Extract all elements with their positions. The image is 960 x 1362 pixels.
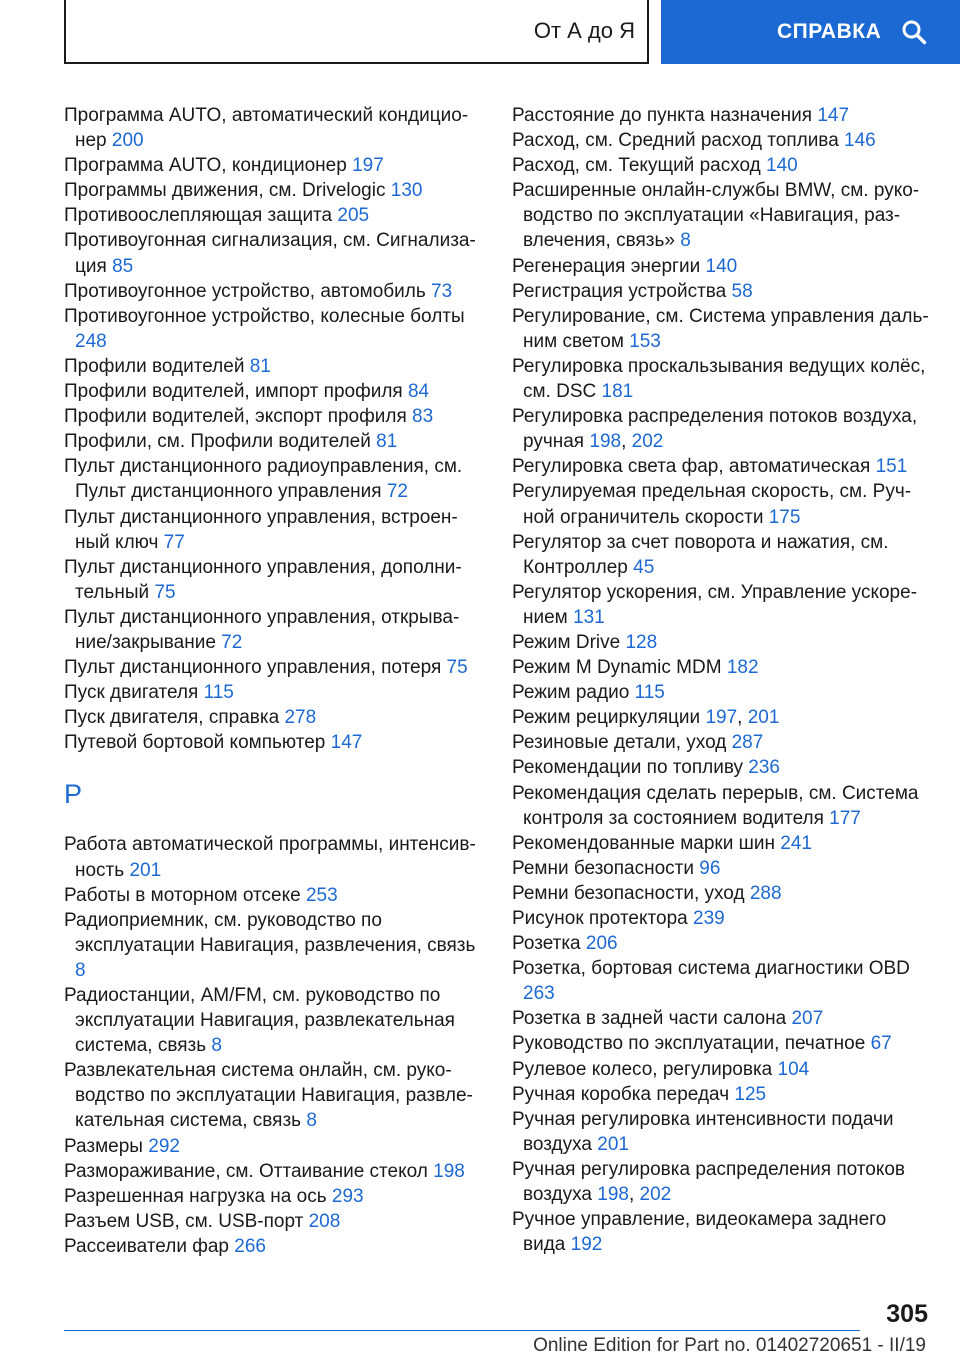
footer-divider [64,1330,860,1331]
index-term: Пуск двигателя, справка [64,707,280,729]
index-entry [512,755,932,780]
index-entry [64,908,484,983]
index-term: Режим радио [512,682,630,704]
page-link[interactable]: 266 [234,1235,266,1257]
page-link[interactable]: 181 [601,381,634,403]
page-link[interactable]: 205 [337,205,370,227]
page-link[interactable]: 182 [726,657,759,679]
page-number: 305 [886,1300,928,1328]
index-entry [64,1134,484,1159]
index-entry [512,856,932,881]
index-term: Ручная регулировка интенсивности подачи воздуха [512,1108,894,1155]
index-entry [64,983,484,1058]
index-column-right [512,103,932,1257]
index-term: Расстояние до пункта назначения [512,105,813,126]
tab-help[interactable] [661,0,960,64]
page-link[interactable]: 8 [75,959,86,981]
index-entry [64,1058,484,1133]
index-entry [512,1107,932,1157]
page-link[interactable]: 239 [693,908,725,929]
tab-a-to-z[interactable] [64,0,649,64]
index-entry [64,228,484,278]
page-link[interactable]: 115 [634,682,665,704]
index-term: Размеры [64,1135,143,1157]
page-link[interactable]: 207 [791,1008,824,1030]
index-term: Режим рециркуляции [512,707,701,729]
index-entry [64,1209,484,1234]
index-entry: Регулировка распределения потоков воздуха, ручная 198, 202 [512,406,918,453]
page-link[interactable]: 96 [699,857,721,879]
index-entry [512,128,932,153]
footer-edition: Online Edition for Part no. 01402720651 - II/19 [533,1335,926,1356]
index-term: Ручная регулировка распределения потоков воздуха [512,1158,906,1206]
page-link[interactable]: 206 [585,933,618,955]
index-term: Рекомендованные марки шин [512,832,775,854]
page-link[interactable]: 278 [284,707,317,729]
section-letter: Р [64,779,83,810]
search-icon[interactable] [901,19,927,45]
index-entry [64,203,484,228]
index-entry [512,279,932,304]
index-term: Ручная коробка передач [512,1083,730,1105]
index-entry [64,832,484,882]
index-term: Противоугонное устройство, автомобиль [64,280,426,302]
page-link[interactable]: 72 [221,631,243,653]
index-term: Программы движения, см. Drivelogic [64,180,386,202]
index-term: Пульт дистанционного управления, дополнительный [64,556,462,603]
index-term: Пульт дистанционного управления, встроенный ключ [64,506,458,553]
index-entry [64,304,484,354]
page-link[interactable]: 175 [768,506,801,528]
page-link[interactable]: 125 [734,1083,767,1105]
index-entry [512,1057,932,1082]
index-term: Противоугонная сигнализация, см. Сигнализация [64,230,476,277]
index-term: Пульт дистанционного управления, потеря [64,657,442,679]
index-term: Расход, см. Средний расход топлива [512,130,839,152]
index-entry [512,479,932,529]
page-link[interactable]: 208 [308,1210,341,1232]
index-term: Регулятор ускорения, см. Управление ускорением [512,581,918,628]
index-entry [512,1082,932,1107]
index-term: Радиостанции, AM/FM, см. руководство по эксплуатации Навигация, развлекательная система, связь [64,985,455,1057]
index-term: Режим Drive [512,631,621,653]
index-term: Ремни безопасности [512,857,694,879]
page-link[interactable]: 130 [390,180,423,202]
index-term: Рулевое колесо, регулировка [512,1058,773,1080]
index-term: Развлекательная система онлайн, см. руководство по эксплуатации Навигация, развлекательная система, связь [64,1060,473,1132]
index-entry [512,153,932,178]
tab-help-label: СПРАВКА [777,20,882,43]
page-link[interactable]: 198 [597,1184,629,1206]
page-link[interactable]: 201 [747,707,780,729]
index-term: Противоугонное устройство, колесные болты [64,305,465,327]
index-term: Регулирование, см. Система управления дальним светом [512,305,929,352]
index-term: Рисунок протектора [512,908,688,929]
page-link[interactable]: 8 [211,1035,222,1057]
index-entry [512,730,932,755]
index-term: Разъем USB, см. USB-порт [64,1210,304,1232]
index-entry [512,906,932,931]
index-entry: Режим рециркуляции 197, 201 [512,707,780,729]
page-link[interactable]: 81 [376,431,398,453]
index-entry [64,505,484,555]
index-term: Режим M Dynamic MDM [512,657,722,679]
index-entry [64,153,484,178]
page-link[interactable]: 140 [705,255,738,277]
index-entry: Ручная регулировка распределения потоков воздуха 198, 202 [512,1158,906,1206]
index-entry [64,680,484,705]
tab-a-to-z-label: От А до Я [533,18,635,43]
page-link[interactable]: 84 [407,381,430,403]
index-entry [64,379,484,404]
index-entry [512,178,932,253]
index-entry [512,931,932,956]
page-link[interactable]: 73 [431,280,453,302]
index-entry [512,103,932,128]
index-entry [64,103,484,153]
page-link[interactable]: 128 [625,631,658,653]
page-link[interactable]: 140 [766,155,798,177]
index-entry [64,404,484,429]
page-link[interactable]: 200 [111,130,144,152]
index-term: Радиоприемник, см. руководство по эксплуатации Навигация, развлечения, связь [64,909,476,956]
index-term: Профили, см. Профили водителей [64,431,371,453]
index-entry [64,279,484,304]
index-term: Регенерация энергии [512,255,701,277]
index-entry [512,580,932,630]
index-entry [512,1031,932,1056]
page-link[interactable]: 263 [523,983,555,1005]
index-term: Регулировка света фар, автоматическая [512,456,871,478]
index-term: Пульт дистанционного радиоуправления, см. Пульт дистанционного управления [64,456,463,503]
index-term: Розетка, бортовая система диагностики OBD [512,958,910,980]
page-link[interactable]: 8 [306,1110,317,1132]
index-entry [512,956,932,1006]
index-entry [512,781,932,831]
index-term: Программа AUTO, кондиционер [64,155,347,177]
page-link[interactable]: 292 [148,1135,180,1157]
index-term: Профили водителей, импорт профиля [64,381,403,403]
index-term: Регулятор за счет поворота и нажатия, см. Контроллер [512,531,889,578]
page-link[interactable]: 147 [817,105,850,126]
index-term: Расход, см. Текущий расход [512,155,761,177]
page-link[interactable]: 201 [129,859,162,881]
index-entry [512,530,932,580]
page-link[interactable]: 198 [433,1160,465,1182]
index-group-r [64,832,484,1259]
page-link[interactable]: 115 [203,682,234,704]
page-link[interactable]: 197 [705,707,738,729]
index-term: Рассеиватели фар [64,1235,229,1257]
page-link[interactable]: 77 [163,531,185,553]
index-entry [512,831,932,856]
index-entry [64,705,484,730]
index-term: Путевой бортовой компьютер [64,732,326,754]
page-link[interactable]: 287 [731,732,764,754]
page-link[interactable]: 248 [75,330,107,352]
index-entry [64,555,484,605]
page-link[interactable]: 288 [749,882,782,904]
index-entry [512,1207,932,1257]
index-entry [64,1234,484,1259]
index-term: Расширенные онлайн-службы BMW, см. руководство по эксплуатации «Навигация, развлечения, связь» [512,180,920,252]
index-term: Пуск двигателя [64,682,199,704]
page-link[interactable]: 83 [412,406,434,428]
page-link[interactable]: 81 [249,355,271,377]
index-entry [512,881,932,906]
page-link[interactable]: 197 [352,155,384,177]
page-link[interactable]: 151 [875,456,908,478]
page-link[interactable]: 177 [829,807,861,829]
index-entry [512,454,932,479]
index-entry [64,655,484,680]
page-link[interactable]: 131 [573,606,605,628]
index-entry [64,454,484,504]
page-link[interactable]: 67 [870,1033,892,1055]
index-term: Розетка в задней части салона [512,1008,787,1030]
index-term: Размораживание, см. Оттаивание стекол [64,1160,428,1182]
page-link[interactable]: 293 [331,1185,364,1207]
index-column-left [64,103,484,1259]
index-entry [64,1159,484,1184]
page-link[interactable]: 147 [330,732,363,754]
page-link[interactable]: 241 [780,832,812,854]
index-entry [512,655,932,680]
index-term: Работы в моторном отсеке [64,884,301,906]
page-link[interactable]: 153 [629,330,661,352]
page-link[interactable]: 85 [112,255,134,277]
index-entry [512,680,932,705]
page-link[interactable]: 201 [597,1133,629,1155]
page-link[interactable]: 75 [154,581,176,603]
index-term: Рекомендация сделать перерыв, см. Система контроля за состоянием водителя [512,782,919,829]
index-term: Пульт дистанционного управления, открывание/закрывание [64,606,460,653]
page-link[interactable]: 72 [386,481,408,503]
index-term: Розетка [512,933,581,955]
index-entry [64,883,484,908]
index-term: Разрешенная нагрузка на ось [64,1185,327,1207]
index-term: Ремни безопасности, уход [512,882,745,904]
index-term: Регистрация устройства [512,280,727,302]
index-term: Профили водителей, экспорт профиля [64,406,407,428]
index-entry [64,178,484,203]
index-term: Профили водителей [64,355,245,377]
index-entry [512,354,932,404]
index-term: Противоослепляющая защита [64,205,333,227]
index-term: Регулировка распределения потоков воздуха, ручная [512,406,918,453]
page-link[interactable]: 58 [731,280,753,302]
page-link[interactable]: 198 [589,431,622,453]
index-term: Рекомендации по топливу [512,757,744,779]
index-entry [64,354,484,379]
index-group-r-continued [512,103,932,1257]
index-entry [64,1184,484,1209]
page-link[interactable]: 75 [446,657,468,679]
index-entry [512,1006,932,1031]
index-entry [64,730,484,755]
page-link[interactable]: 192 [570,1234,603,1256]
page-link[interactable]: 8 [680,230,691,252]
page-link[interactable]: 202 [631,431,664,453]
index-term: Резиновые детали, уход [512,732,727,754]
page-link[interactable]: 236 [748,757,780,779]
index-entry [64,605,484,655]
index-group-p [64,103,484,755]
index-term: Ручное управление, видеокамера заднего вида [512,1209,887,1256]
index-term: Руководство по эксплуатации, печатное [512,1033,866,1055]
index-entry [64,429,484,454]
index-term: Работа автоматической программы, интенсивность [64,834,476,881]
index-term: Регулировка проскальзывания ведущих колёс, см. DSC [512,355,926,403]
page-link[interactable]: 146 [844,130,876,152]
index-entry [512,630,932,655]
page-link[interactable]: 202 [639,1184,672,1206]
page-link[interactable]: 45 [633,556,655,578]
page-link[interactable]: 253 [305,884,338,906]
index-term: Программа AUTO, автоматический кондиционер [64,105,469,152]
index-term: Регулируемая предельная скорость, см. Ручной ограничитель скорости [512,481,912,528]
index-entry [512,304,932,354]
page-link[interactable]: 104 [777,1058,810,1080]
index-entry [512,254,932,279]
